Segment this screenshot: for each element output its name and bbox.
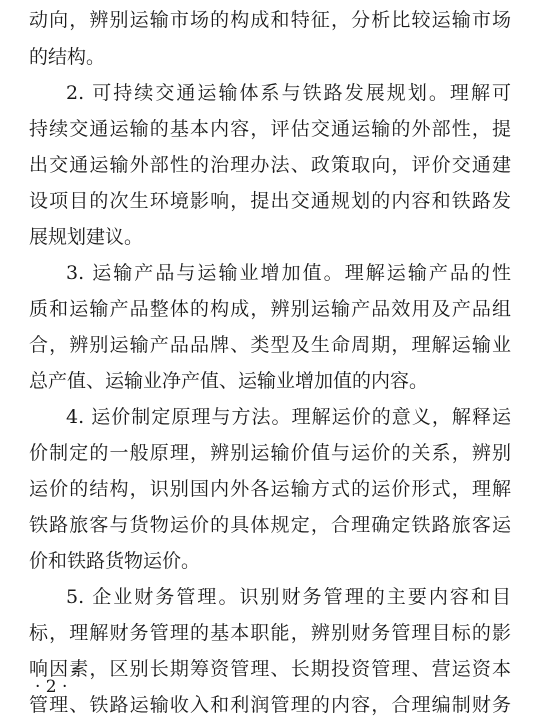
text-line: 合，辨别运输产品品牌、类型及生命周期，理解运输业 xyxy=(29,334,511,356)
section-heading-line: 3. 运输产品与运输业增加值。理解运输产品的性 xyxy=(66,262,511,284)
text-line: 管理、铁路运输收入和利润管理的内容，合理编制财务 xyxy=(29,694,511,716)
section-heading-line: 2. 可持续交通运输体系与铁路发展规划。理解可 xyxy=(66,82,511,104)
section-heading-line: 5. 企业财务管理。识别财务管理的主要内容和目 xyxy=(66,586,511,608)
text-line: 响因素，区别长期筹资管理、长期投资管理、营运资本 xyxy=(29,658,511,680)
text-line: 动向，辨别运输市场的构成和特征，分析比较运输市场 xyxy=(29,9,511,31)
text-line: 的结构。 xyxy=(29,46,106,68)
text-line: 价和铁路货物运价。 xyxy=(29,550,201,572)
text-line: 价制定的一般原理，辨别运输价值与运价的关系，辨别 xyxy=(29,442,511,464)
text-line: 质和运输产品整体的构成，辨别运输产品效用及产品组 xyxy=(29,298,511,320)
text-line: 设项目的次生环境影响，提出交通规划的内容和铁路发 xyxy=(29,190,511,212)
text-line: 总产值、运输业净产值、运输业增加值的内容。 xyxy=(29,370,429,392)
text-line: 展规划建议。 xyxy=(29,226,144,248)
text-line: 铁路旅客与货物运价的具体规定，合理确定铁路旅客运 xyxy=(29,514,511,536)
text-line: 出交通运输外部性的治理办法、政策取向，评价交通建 xyxy=(29,154,511,176)
text-line: 标，理解财务管理的基本职能，辨别财务管理目标的影 xyxy=(29,622,511,644)
text-line: 持续交通运输的基本内容，评估交通运输的外部性，提 xyxy=(29,118,511,140)
section-heading-line: 4. 运价制定原理与方法。理解运价的意义，解释运 xyxy=(66,406,511,428)
text-line: 运价的结构，识别国内外各运输方式的运价形式，理解 xyxy=(29,478,511,500)
page-number: · 2 · xyxy=(35,677,68,697)
